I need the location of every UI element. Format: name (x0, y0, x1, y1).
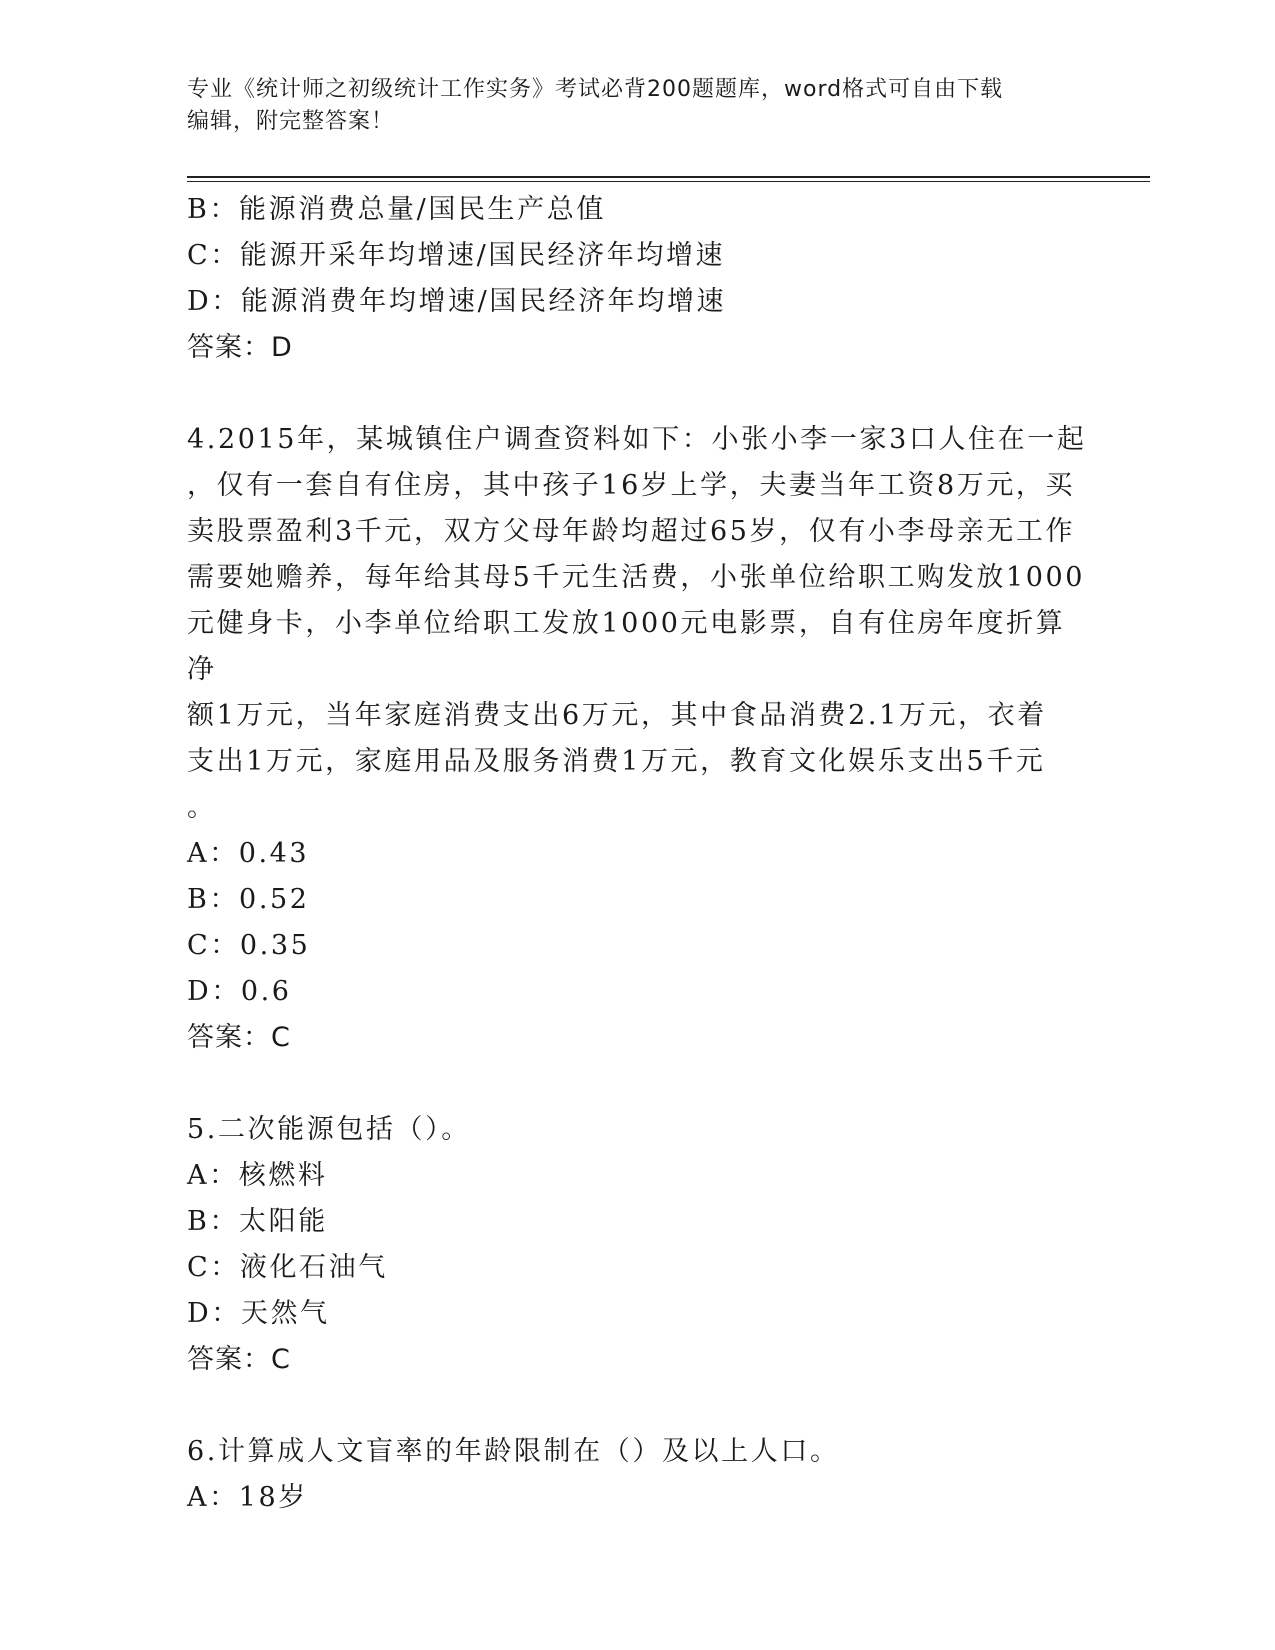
question-stem-line: ，仅有一套自有住房，其中孩子16岁上学，夫妻当年工资8万元，买 (187, 470, 1076, 501)
question-5 (187, 1107, 1087, 1383)
question-content (187, 187, 1087, 1521)
option-d: D：天然气 (187, 1298, 330, 1329)
header-divider-thick (187, 176, 1150, 178)
header-line-2: 编辑，附完整答案！ (187, 109, 395, 134)
question-stem-line: 卖股票盈利3千元，双方父母年龄均超过65岁，仅有小李母亲无工作 (187, 516, 1076, 547)
question-stem-line: 。 (187, 792, 217, 823)
option-b: B：能源消费总量/国民生产总值 (187, 194, 606, 225)
header-line-1: 专业《统计师之初级统计工作实务》考试必背200题题库，word格式可自由下载 (187, 77, 1004, 102)
spacer (187, 1061, 1087, 1107)
answer-label: 答案：C (187, 1344, 291, 1375)
option-b: B：太阳能 (187, 1206, 328, 1237)
header-divider-thin (187, 181, 1150, 182)
option-c: C：能源开采年均增速/国民经济年均增速 (187, 240, 726, 271)
question-stem: 6.计算成人文盲率的年龄限制在（）及以上人口。 (187, 1436, 840, 1467)
question-4 (187, 417, 1087, 1061)
option-d: D：能源消费年均增速/国民经济年均增速 (187, 286, 727, 317)
document-header (187, 74, 1067, 138)
spacer (187, 1383, 1087, 1429)
question-6 (187, 1429, 1087, 1521)
option-a: A：核燃料 (187, 1160, 328, 1191)
question-3 (187, 187, 1087, 371)
question-stem-line: 需要她赡养，每年给其母5千元生活费，小张单位给职工购发放1000 (187, 562, 1086, 593)
option-c: C：液化石油气 (187, 1252, 388, 1283)
option-a: A：18岁 (187, 1482, 308, 1513)
option-b: B：0.52 (187, 884, 310, 915)
option-a: A：0.43 (187, 838, 310, 869)
option-d: D：0.6 (187, 976, 292, 1007)
question-stem-line: 4.2015年，某城镇住户调查资料如下：小张小李一家3口人住在一起 (187, 424, 1087, 455)
answer-label: 答案：C (187, 1022, 291, 1053)
question-stem-line: 支出1万元，家庭用品及服务消费1万元，教育文化娱乐支出5千元 (187, 746, 1046, 777)
question-stem-line: 额1万元，当年家庭消费支出6万元，其中食品消费2.1万元，衣着 (187, 700, 1047, 731)
answer-label: 答案：D (187, 332, 293, 363)
spacer (187, 371, 1087, 417)
question-stem: 5.二次能源包括（）。 (187, 1114, 471, 1145)
question-stem-line: 元健身卡，小李单位给职工发放1000元电影票，自有住房年度折算净 (187, 608, 1066, 685)
option-c: C：0.35 (187, 930, 311, 961)
